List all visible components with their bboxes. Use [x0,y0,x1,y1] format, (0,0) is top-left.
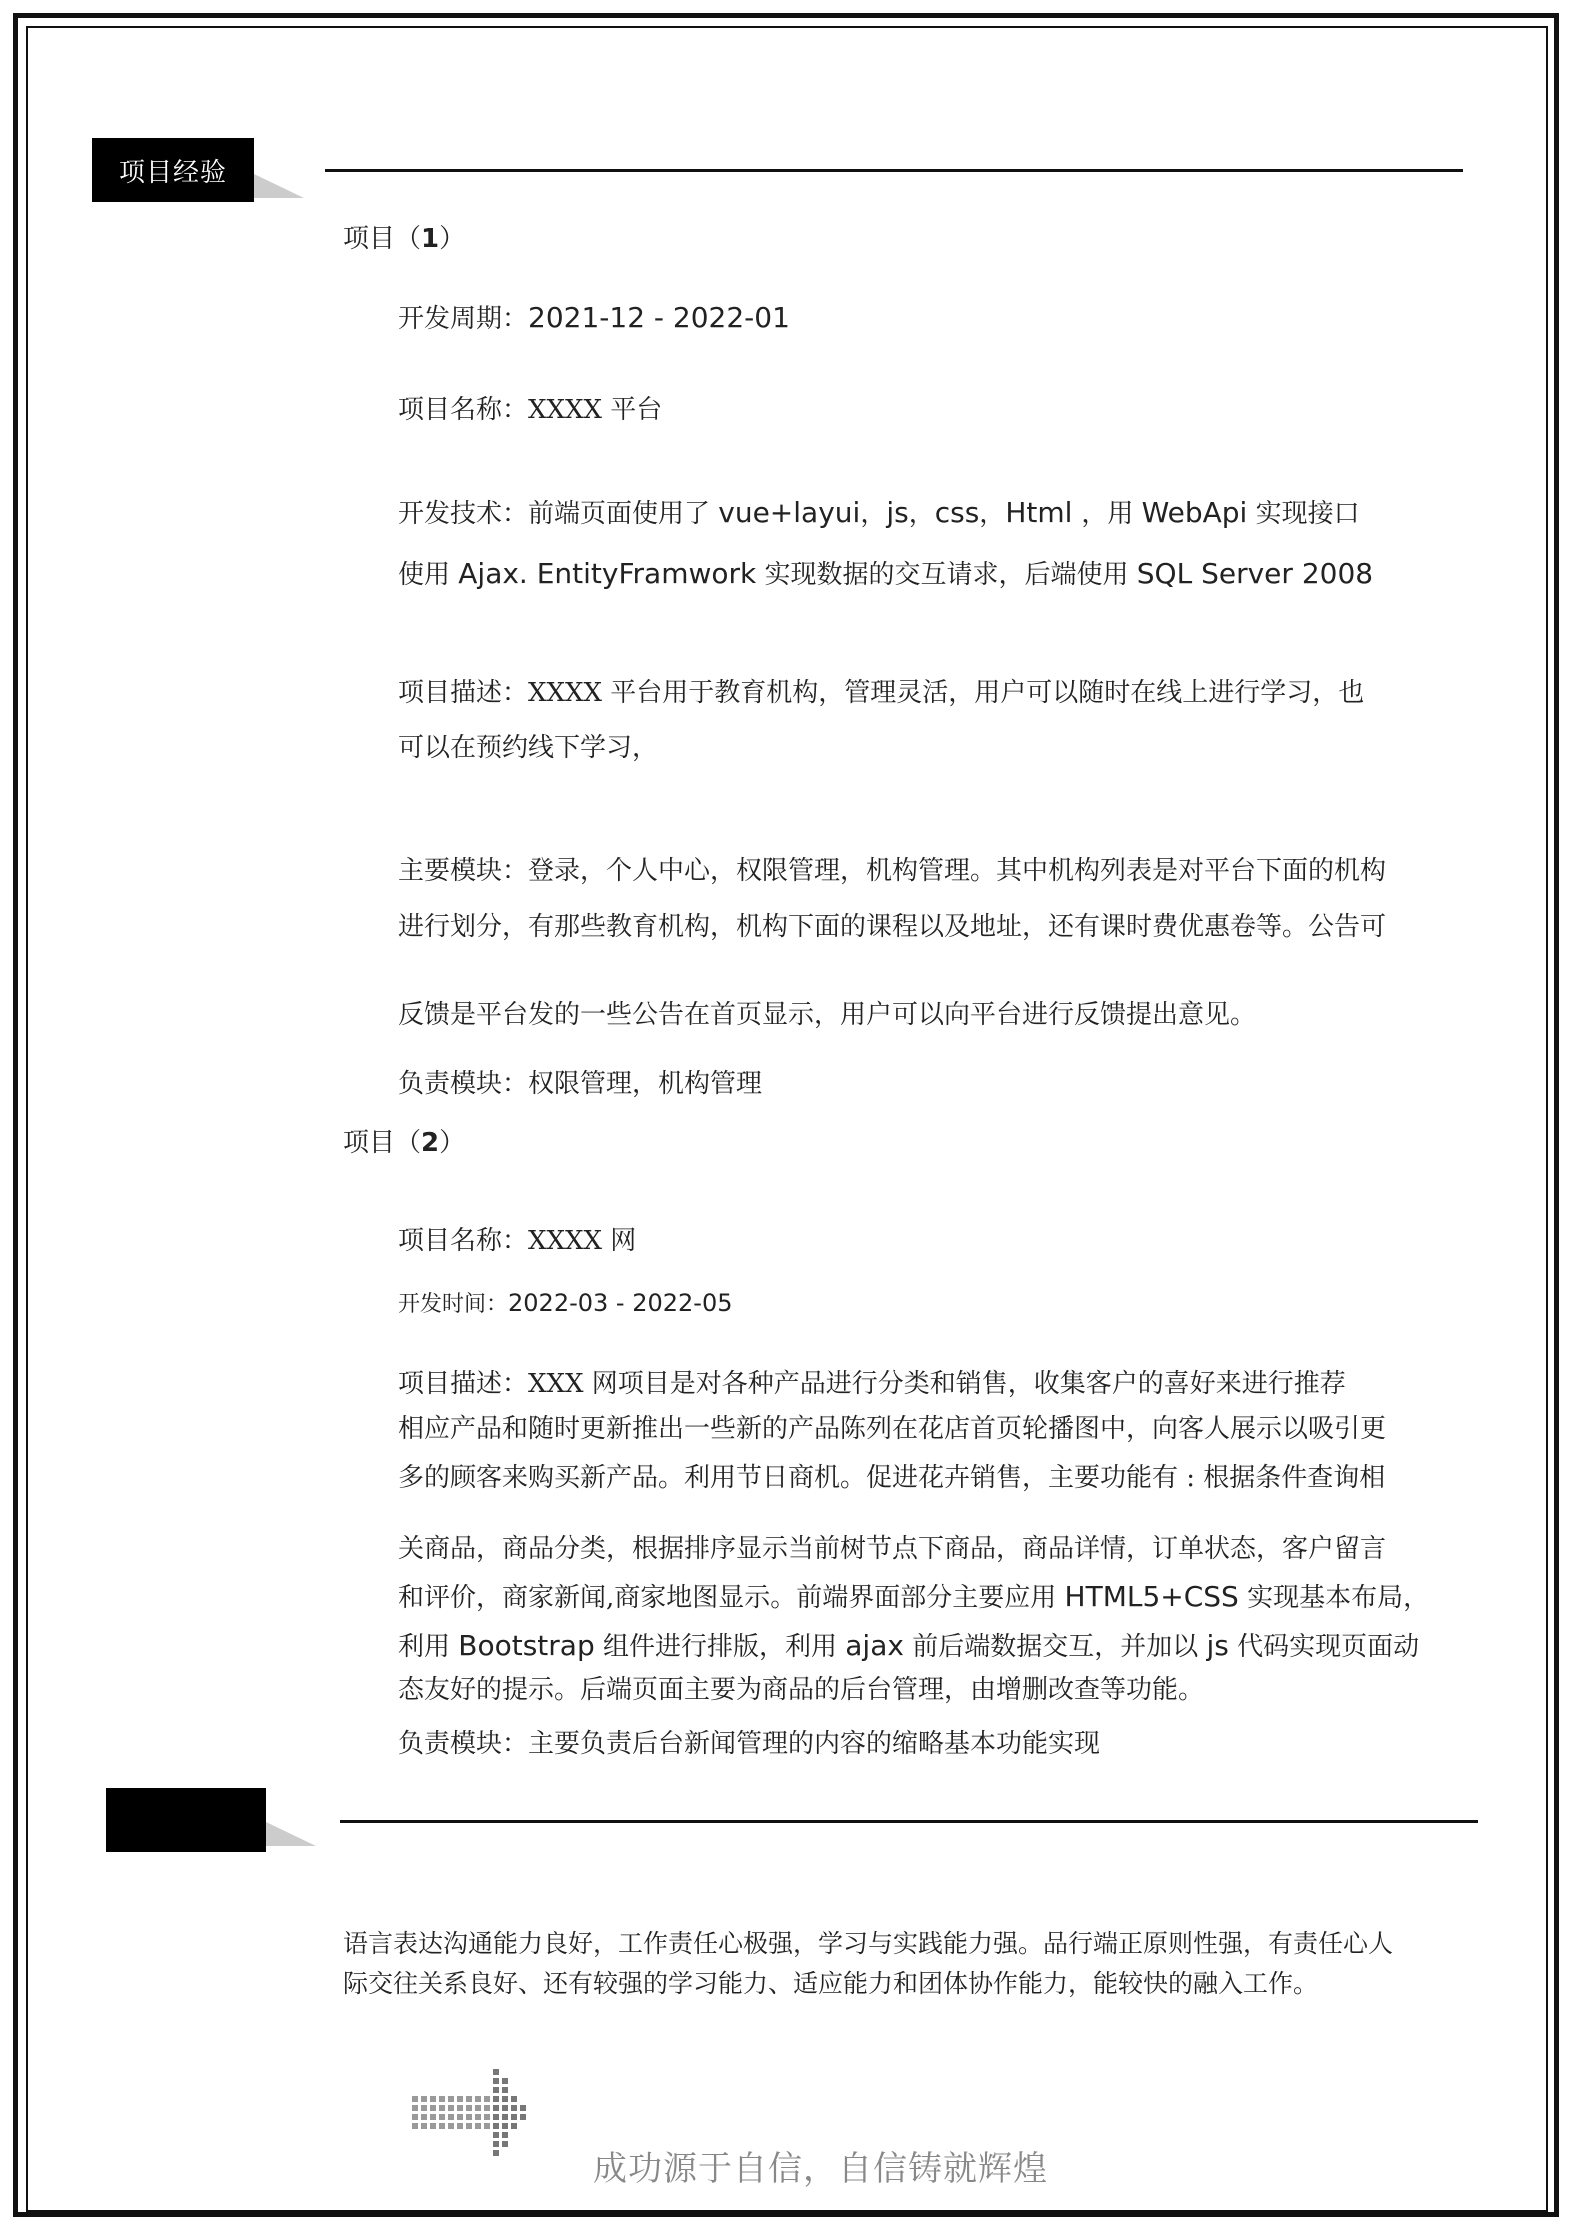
latin-term: ajax [845,1629,904,1662]
text-segment: 开发技术：前端页面使用了 [398,499,719,529]
latin-term: js [886,496,909,529]
text-segment: 实现接口 [1247,499,1360,529]
text-segment: ， [908,499,935,529]
text-segment: 项目描述：XXX 网项目是对各种产品进行分类和销售，收集客户的喜好来进行推荐 [398,1369,1346,1399]
self-evaluation-line: 际交往关系良好、还有较强的学习能力、适应能力和团体协作能力，能较快的融入工作。 [343,1969,1319,1998]
text-segment: 多的顾客来购买新产品。利用节日商机。促进花卉销售，主要功能有 : 根据条件查询相 [398,1463,1386,1493]
project1-heading-prefix: 项目（ [343,224,422,254]
latin-term: HTML5+CSS [1064,1580,1239,1613]
latin-term: Ajax. EntityFramwork [458,557,757,590]
project1-period-value: 2021-12 - 2022-01 [528,301,790,334]
latin-term: Bootstrap [458,1629,595,1662]
text-segment: ， [979,499,1006,529]
project2-desc-line [398,1629,1420,1662]
latin-term: css [934,496,980,529]
project2-desc-line [398,1580,1430,1613]
latin-term: vue+layui [718,496,861,529]
section-tab-self-evaluation [106,1788,266,1852]
project1-heading-suffix: ） [439,224,466,254]
project2-desc-line [398,1465,1385,1491]
project2-desc-line [398,1371,1346,1397]
footer-motto: 成功源于自信，自信铸就辉煌 [593,2149,1048,2189]
section-tab-shadow [266,1822,316,1846]
project1-modules-line: 反馈是平台发的一些公告在首页显示，用户可以向平台进行反馈提出意见。 [398,1000,1257,1030]
text-segment: 实现数据的交互请求，后端使用 [756,560,1137,590]
latin-term: SQL Server 2008 [1136,557,1374,590]
project1-heading [343,226,465,252]
text-segment: ，用 [1081,499,1142,529]
page-border-inner [26,26,1548,2212]
project2-desc-line [398,1677,1204,1703]
project2-desc-line [398,1416,1386,1442]
latin-term: WebApi [1141,496,1248,529]
project2-period-value: 2022-03 - 2022-05 [508,1289,733,1317]
project1-name: 项目名称：XXXX 平台 [398,395,663,425]
latin-term: Html [1005,496,1082,529]
project2-period [398,1291,733,1316]
text-segment: 和评价，商家新闻,商家地图显示。前端界面部分主要应用 [398,1583,1065,1613]
section-tab-shadow [254,174,304,198]
section-divider [325,169,1463,172]
project2-heading [343,1130,465,1156]
text-segment: 使用 [398,560,459,590]
project2-heading-number: 2 [421,1128,440,1158]
section-tab-project-experience: 项目经验 [92,138,254,202]
text-segment: 利用 [398,1632,459,1662]
dotted-arrow-icon [410,2065,540,2165]
text-segment: 关商品，商品分类，根据排序显示当前树节点下商品，商品详情，订单状态，客户留言 [398,1534,1387,1564]
text-segment: 代码实现页面动 [1228,1632,1420,1662]
project1-desc-line: 可以在预约线下学习， [398,733,659,763]
latin-term: js [1206,1629,1229,1662]
project1-period-label: 开发周期： [398,304,529,334]
text-segment: 实现基本布局， [1238,1583,1430,1613]
text-segment: ， [860,499,887,529]
text-segment: 态友好的提示。后端页面主要为商品的后台管理，由增删改查等功能。 [398,1675,1205,1705]
project1-modules-line: 主要模块：登录，个人中心，权限管理，机构管理。其中机构列表是对平台下面的机构 [398,856,1387,886]
project1-modules-line: 进行划分，有那些教育机构，机构下面的课程以及地址，还有课时费优惠卷等。公告可 [398,912,1387,942]
project2-period-label: 开发时间： [398,1292,509,1317]
text-segment: 组件进行排版，利用 [594,1632,846,1662]
project2-heading-suffix: ） [439,1128,466,1158]
project2-responsible: 负责模块：主要负责后台新闻管理的内容的缩略基本功能实现 [398,1729,1101,1759]
section-divider [340,1820,1478,1823]
project2-heading-prefix: 项目（ [343,1128,422,1158]
project2-desc-line [398,1536,1386,1562]
project1-responsible: 负责模块：权限管理，机构管理 [398,1069,763,1099]
project1-tech-line [398,496,1360,529]
project1-period [398,301,790,334]
self-evaluation-line: 语言表达沟通能力良好，工作责任心极强，学习与实践能力强。品行端正原则性强，有责任心人 [343,1929,1394,1958]
text-segment: 前后端数据交互，并加以 [903,1632,1207,1662]
project1-desc-line: 项目描述：XXXX 平台用于教育机构，管理灵活，用户可以随时在线上进行学习，也 [398,678,1365,708]
project1-heading-number: 1 [421,224,440,254]
text-segment: 相应产品和随时更新推出一些新的产品陈列在花店首页轮播图中，向客人展示以吸引更 [398,1414,1387,1444]
project2-name: 项目名称：XXXX 网 [398,1226,637,1256]
project1-tech-line [398,557,1374,590]
